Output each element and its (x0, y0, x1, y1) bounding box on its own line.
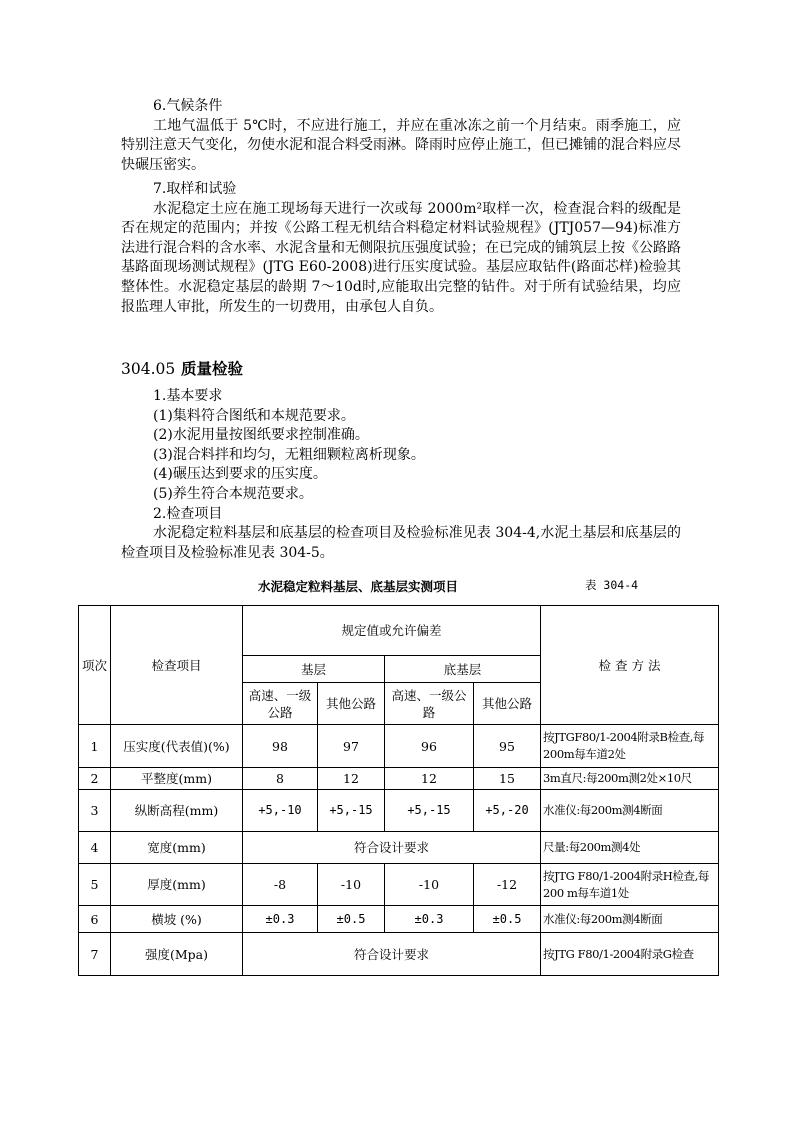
requirement-item: (4)碾压达到要求的压实度。 (153, 466, 327, 483)
header-method: 检 查 方 法 (541, 606, 719, 725)
header-highway: 高速、一级公路 (243, 683, 318, 725)
header-spec: 规定值或允许偏差 (243, 606, 541, 656)
header-base: 基层 (243, 656, 385, 683)
row-no: 4 (79, 832, 111, 864)
requirement-item: (5)养生符合本规范要求。 (153, 485, 313, 502)
row-no: 1 (79, 725, 111, 768)
row-value: -8 (243, 864, 318, 906)
row-item: 宽度(mm) (111, 832, 243, 864)
inspection-heading: 2.检查项目 (153, 505, 223, 522)
row-method: 按JTG F80/1-2004附录H检查,每200 m每车道1处 (541, 864, 719, 906)
header-item-no: 项次 (79, 606, 111, 725)
row-item: 厚度(mm) (111, 864, 243, 906)
requirement-item: (2)水泥用量按图纸要求控制准确。 (153, 427, 369, 444)
table-row (79, 768, 719, 790)
row-value: +5,-20 (474, 790, 541, 832)
basic-requirements-heading: 1.基本要求 (153, 388, 223, 404)
row-value: 12 (318, 768, 385, 790)
header-check-item: 检查项目 (111, 606, 243, 725)
requirement-item: (3)混合料拌和均匀，无粗细颗粒离析现象。 (153, 446, 425, 463)
basic-requirements (121, 387, 681, 563)
row-value: -10 (318, 864, 385, 906)
row-method: 按JTGF80/1-2004附录B检查,每200m每车道2处 (541, 725, 719, 768)
row-merged-value: 符合设计要求 (243, 933, 541, 976)
row-value: ±0.5 (318, 906, 385, 933)
row-value: ±0.3 (385, 906, 474, 933)
row-no: 2 (79, 768, 111, 790)
header-subbase: 底基层 (385, 656, 541, 683)
row-method: 按JTG F80/1-2004附录G检查 (541, 933, 719, 976)
row-value: +5,-15 (318, 790, 385, 832)
section-sampling-heading: 7.取样和试验 (153, 181, 237, 197)
section-heading-304-05 (121, 357, 243, 379)
row-merged-value: 符合设计要求 (243, 832, 541, 864)
table-number: 表 304-4 (585, 578, 639, 592)
row-item: 强度(Mpa) (111, 933, 243, 976)
row-item: 横坡 (%) (111, 906, 243, 933)
section-sampling (121, 180, 681, 317)
table-row (79, 832, 719, 864)
row-value: 15 (474, 768, 541, 790)
row-value: -10 (385, 864, 474, 906)
row-value: 8 (243, 768, 318, 790)
row-method: 水准仪:每200m测4断面 (541, 906, 719, 933)
section-climate-body: 工地气温低于 5℃时，不应进行施工，并应在重冰冻之前一个月结束。雨季施工，应特别注意天气变化，勿使水泥和混合料受雨淋。降雨时应停止施工，但已摊铺的混合料应尽快碾压密实。 (121, 117, 681, 173)
header-highway: 高速、一级公路 (385, 683, 474, 725)
row-value: +5,-10 (243, 790, 318, 832)
row-value: ±0.5 (474, 906, 541, 933)
row-method: 尺量:每200m测4处 (541, 832, 719, 864)
row-value: 98 (243, 725, 318, 768)
section-climate-heading: 6.气候条件 (153, 98, 223, 114)
table-row (79, 790, 719, 832)
row-no: 3 (79, 790, 111, 832)
header-other: 其他公路 (474, 683, 541, 725)
row-item: 纵断高程(mm) (111, 790, 243, 832)
quality-inspection-table (78, 605, 719, 976)
table-row (79, 864, 719, 906)
section-number: 304.05 (121, 360, 176, 378)
table-row (79, 933, 719, 976)
table-row (79, 725, 719, 768)
row-value: 96 (385, 725, 474, 768)
table-row (79, 906, 719, 933)
row-item: 平整度(mm) (111, 768, 243, 790)
row-value: 97 (318, 725, 385, 768)
section-sampling-body: 水泥稳定土应在施工现场每天进行一次或每 2000m²取样一次，检查混合料的级配是否在规定的范围内；并按《公路工程无机结合料稳定材料试验规程》(JTJ057—94)标准方法进行混合料的含水率、水泥含量和无侧限抗压强度试验；在已完成的铺筑层上按《公路路基路面现场测试规程》(JTG E60-2008)进行压实度试验。基层应取钻件(路面芯样)检验其整体性。水泥稳定基层的龄期 7～10d时,应能取出完整的钻件。对于所有试验结果，均应报监理人审批，所发生的一切费用，由承包人自负。 (121, 200, 681, 315)
row-no: 7 (79, 933, 111, 976)
row-value: -12 (474, 864, 541, 906)
row-value: +5,-15 (385, 790, 474, 832)
section-climate (121, 97, 681, 175)
row-value: 95 (474, 725, 541, 768)
row-value: ±0.3 (243, 906, 318, 933)
row-method: 水准仪:每200m测4断面 (541, 790, 719, 832)
row-no: 5 (79, 864, 111, 906)
section-title: 质量检验 (181, 359, 244, 378)
row-no: 6 (79, 906, 111, 933)
row-method: 3m直尺:每200m测2处×10尺 (541, 768, 719, 790)
row-value: 12 (385, 768, 474, 790)
table-title: 水泥稳定粒料基层、底基层实测项目 (258, 579, 459, 594)
requirement-item: (1)集料符合图纸和本规范要求。 (153, 407, 355, 424)
inspection-body: 水泥稳定粒料基层和底基层的检查项目及检验标准见表 304-4,水泥土基层和底基层的检查项目及检验标准见表 304-5。 (121, 525, 681, 561)
row-item: 压实度(代表值)(%) (111, 725, 243, 768)
header-other: 其他公路 (318, 683, 385, 725)
